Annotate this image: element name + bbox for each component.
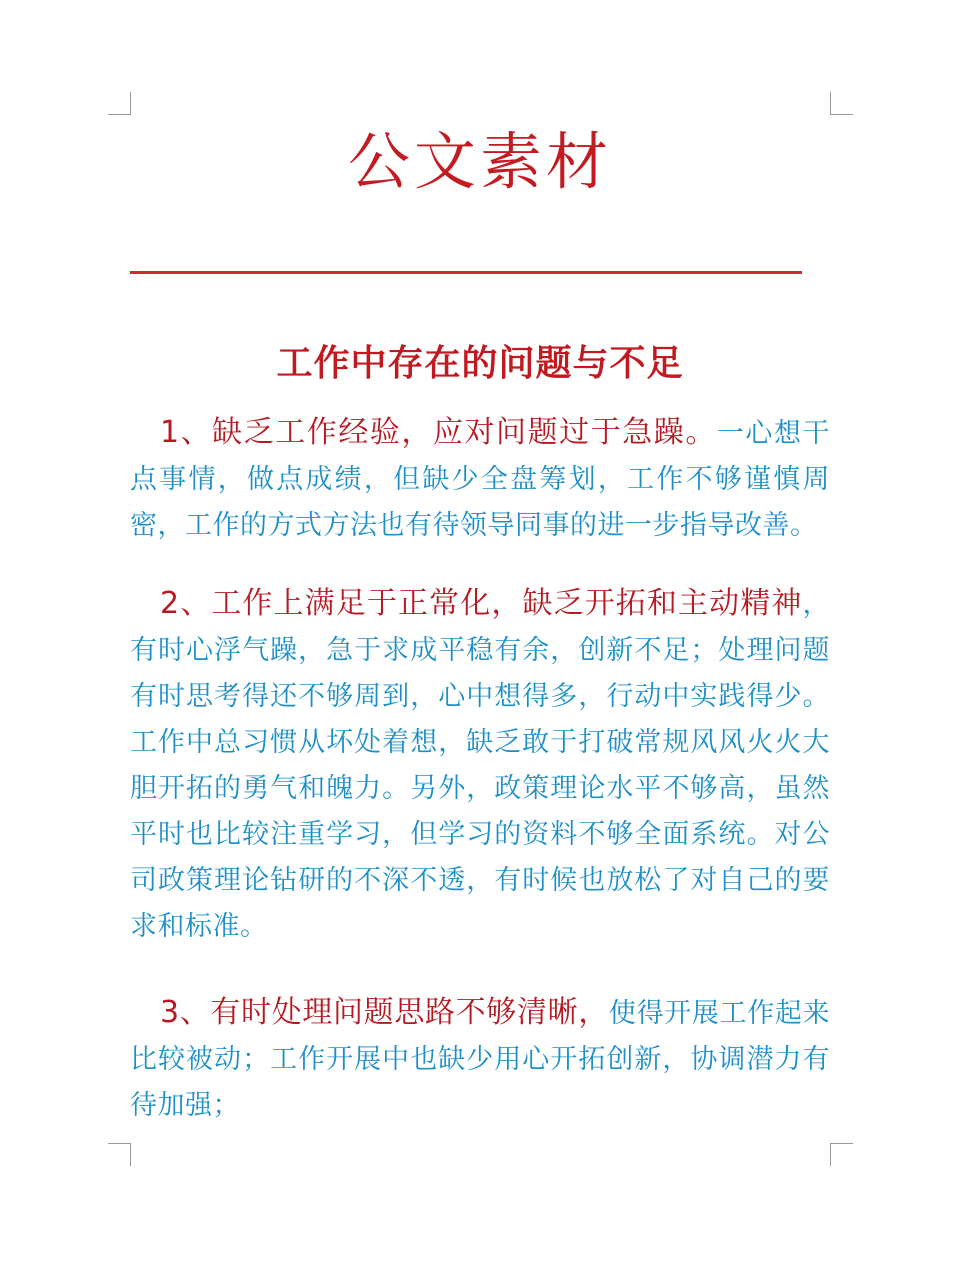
paragraph-3-lead: 3、有时处理问题思路不够清晰，	[160, 995, 609, 1030]
crop-mark-bottom-left	[108, 1143, 131, 1166]
paragraph-2-body: ，有时心浮气躁，急于求成平稳有余，创新不足；处理问题有时思考得还不够周到，心中想得多，行动中实践得少。工作中总习惯从坏处着想，缺乏敢于打破常规风风火火大胆开拓的勇气和魄力。另外，政策理论水平不够高，虽然平时也比较注重学习，但学习的资料不够全面系统。对公司政策理论钻研的不深不透，有时候也放松了对自己的要求和标准。	[130, 589, 830, 942]
paragraph-3-body: 使得开展工作起来比较被动；工作开展中也缺少用心开拓创新，协调潜力有待加强；	[130, 998, 831, 1121]
paragraph-1-body: 一心想干点事情，做点成绩，但缺少全盘筹划，工作不够谨慎周密，工作的方式方法也有待领导同事的进一步指导改善。	[130, 418, 831, 541]
paragraph-1-lead: 1、缺乏工作经验，应对问题过于急躁。	[160, 415, 717, 450]
paragraph-2-lead: 2、工作上满足于正常化，缺乏开拓和主动精神	[160, 586, 803, 621]
paragraph-2	[130, 581, 830, 950]
document-title: 公文素材	[347, 125, 612, 198]
crop-mark-top-left	[108, 92, 131, 115]
section-heading: 工作中存在的问题与不足	[276, 343, 684, 384]
paragraph-1	[130, 410, 830, 549]
title-divider	[130, 271, 802, 274]
crop-mark-bottom-right	[830, 1143, 853, 1166]
paragraph-3	[130, 990, 830, 1129]
crop-mark-top-right	[830, 92, 853, 115]
